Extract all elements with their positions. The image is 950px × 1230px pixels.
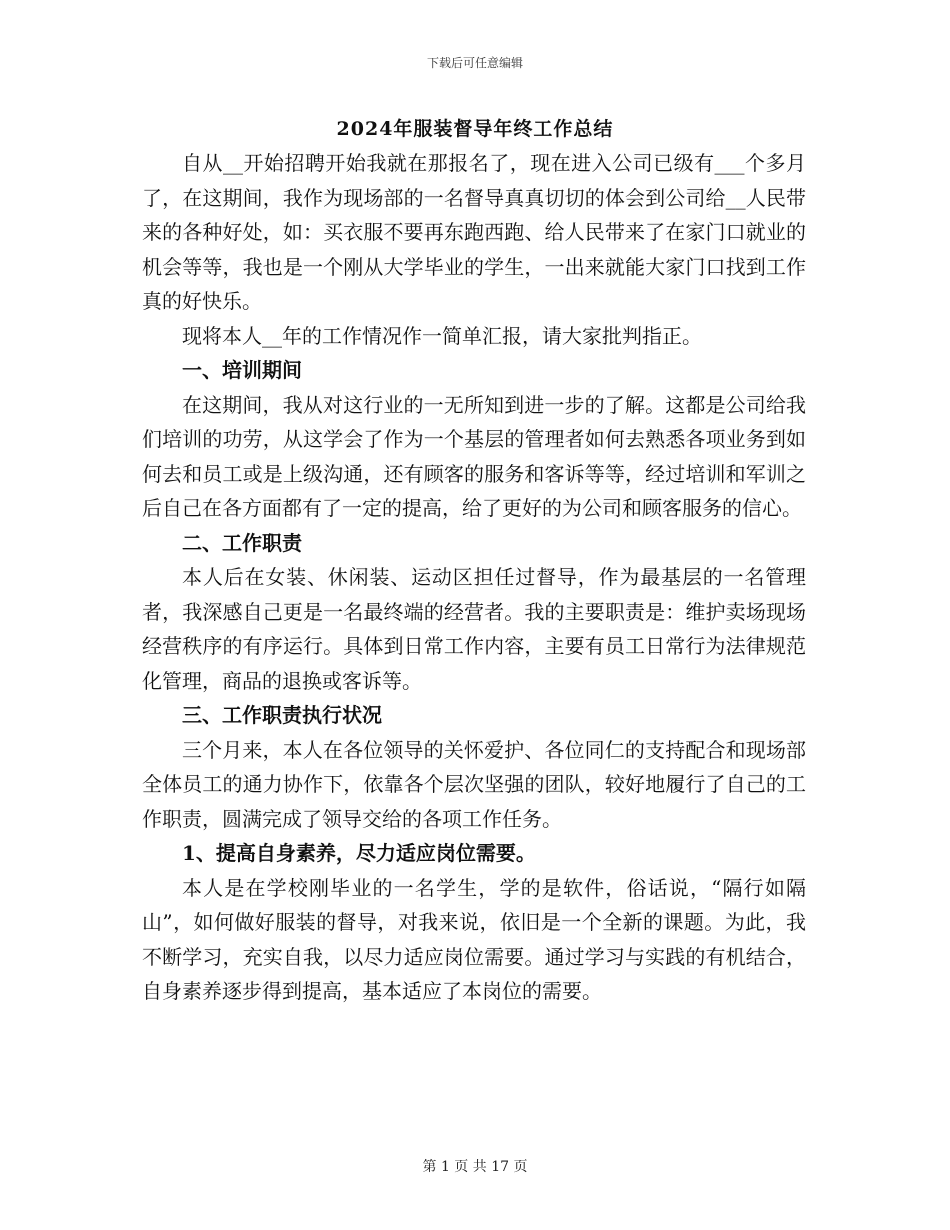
page-number: 第 1 页 共 17 页 [422, 1159, 528, 1175]
intro-paragraph-2: 现将本人__年的工作情况作一简单汇报，请大家批判指正。 [182, 323, 702, 348]
download-note: 下载后可任意编辑 [426, 56, 523, 70]
section-heading-execution: 三、工作职责执行状况 [182, 703, 382, 727]
section-heading-training: 一、培训期间 [182, 358, 302, 382]
section-text-execution: 三个月来，本人在各位领导的关怀爱护、各位同仁的支持配合和现场部全体员工的通力协作下，依靠各个层次坚强的团队，较好地履行了自己的工作职责，圆满完成了领导交给的各项工作任务。 [142, 737, 806, 831]
document-title: 2024年服装督导年终工作总结 [336, 118, 614, 140]
subsection-text-1: 本人是在学校刚毕业的一名学生，学的是软件，俗话说，“隔行如隔山”，如何做好服装的督导，对我来说，依旧是一个全新的课题。为此，我不断学习，充实自我，以尽力适应岗位需要。通过学习与实践的有机结合，自身素养逐步得到提高，基本适应了本岗位的需要。 [142, 875, 806, 1003]
section-text-duties: 本人后在女装、休闲装、运动区担任过督导，作为最基层的一名管理者，我深感自己更是一名最终端的经营者。我的主要职责是：维护卖场现场经营秩序的有序运行。具体到日常工作内容，主要有员工日常行为法律规范化管理，商品的退换或客诉等。 [142, 565, 806, 693]
intro-paragraph-1: 自从__开始招聘开始我就在那报名了，现在进入公司已级有___个多月了，在这期间，我作为现场部的一名督导真真切切的体会到公司给__人民带来的各种好处，如：买衣服不要再东跑西跑、给人民带来了在家门口就业的机会等等，我也是一个刚从大学毕业的学生，一出来就能大家门口找到工作真的好快乐。 [142, 151, 806, 313]
section-text-training: 在这期间，我从对这行业的一无所知到进一步的了解。这都是公司给我们培训的功劳，从这学会了作为一个基层的管理者如何去熟悉各项业务到如何去和员工或是上级沟通，还有顾客的服务和客诉等等，经过培训和军训之后自己在各方面都有了一定的提高，给了更好的为公司和顾客服务的信心。 [142, 392, 806, 520]
document-body [142, 146, 806, 1009]
section-heading-duties: 二、工作职责 [182, 530, 302, 555]
subsection-heading-1: 1、提高自身素养，尽力适应岗位需要。 [182, 841, 536, 865]
